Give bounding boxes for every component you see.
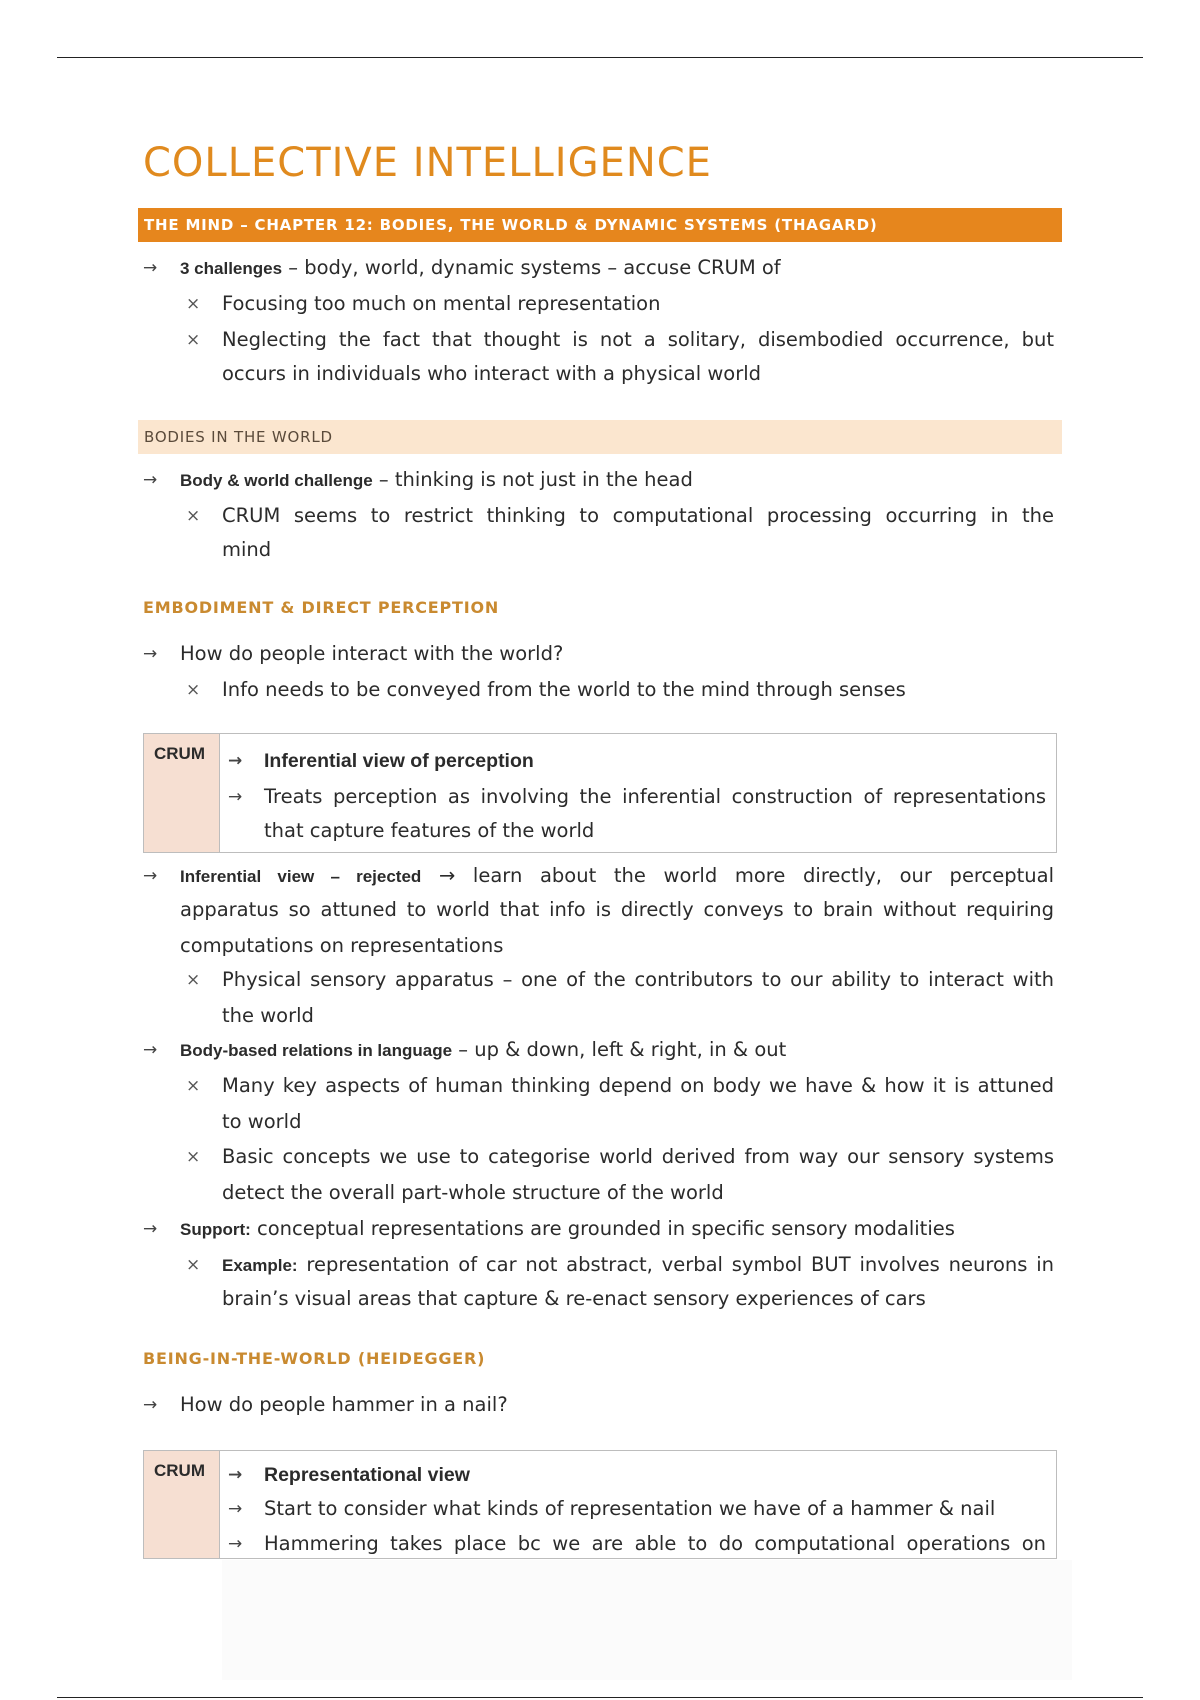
embodiment-heading: EMBODIMENT & DIRECT PERCEPTION [143, 598, 500, 617]
example-text: representation of car not abstract, verbal symbol BUT involves neurons in [297, 1253, 1054, 1276]
inferential-bold: Inferential view – rejected [180, 867, 422, 886]
crum-heading: Inferential view of perception [264, 750, 534, 772]
support-bold: Support: [180, 1220, 251, 1239]
page-shade [222, 1560, 1072, 1680]
crum-label: CRUM [144, 1451, 220, 1558]
body-based-sub-1: Many key aspects of human thinking depend on body we have & how it is attuned [222, 1074, 1054, 1097]
example-line-2: brain’s visual areas that capture & re-enact sensory experiences of cars [222, 1287, 926, 1310]
arrow-icon: → [143, 258, 158, 278]
example-bold: Example: [222, 1256, 298, 1275]
crum-label: CRUM [144, 734, 220, 852]
embodiment-question: How do people interact with the world? [180, 642, 564, 665]
crum-line-2: Hammering takes place bc we are able to do computational operations on [264, 1532, 1046, 1555]
cross-icon: × [186, 294, 201, 314]
bodies-band: BODIES IN THE WORLD [138, 420, 1062, 454]
support-text: conceptual representations are grounded in specific sensory modalities [250, 1217, 955, 1240]
bottom-rule [57, 1697, 1143, 1698]
crum-box-representational [143, 1450, 1057, 1559]
arrow-icon: → [143, 1395, 158, 1415]
chapter-heading-band: THE MIND – CHAPTER 12: BODIES, THE WORLD & DYNAMIC SYSTEMS (THAGARD) [138, 208, 1062, 242]
example-line-1 [222, 1248, 1054, 1283]
heidegger-question: How do people hammer in a nail? [180, 1393, 508, 1416]
intro-text: – body, world, dynamic systems – accuse CRUM of [282, 256, 781, 279]
crum-line-1: Treats perception as involving the inferential construction of representations [264, 785, 1046, 808]
cross-icon: × [186, 680, 201, 700]
arrow-icon: → [143, 866, 158, 886]
body-based-text: – up & down, left & right, in & out [452, 1038, 787, 1061]
arrow-icon: → [228, 751, 243, 771]
body-world-line [180, 463, 693, 498]
inferential-line-2: apparatus so attuned to world that info is directly conveys to brain without requiring [180, 898, 1054, 921]
arrow-icon: → [143, 1040, 158, 1060]
body-world-item: CRUM seems to restrict thinking to computational processing occurring in the [222, 504, 1054, 527]
crum-heading: Representational view [264, 1464, 470, 1486]
inferential-line-1 [180, 859, 1054, 894]
inferential-sub-1: Physical sensory apparatus – one of the contributors to our ability to interact with [222, 968, 1054, 991]
body-based-bold: Body-based relations in language [180, 1041, 453, 1060]
cross-icon: × [186, 1147, 201, 1167]
document-title: COLLECTIVE INTELLIGENCE [143, 140, 712, 186]
inferential-rest: → learn about the world more directly, our perceptual [421, 864, 1054, 887]
cross-icon: × [186, 506, 201, 526]
body-world-text: – thinking is not just in the head [372, 468, 693, 491]
arrow-icon: → [228, 1534, 243, 1554]
body-based-sub-2: Basic concepts we use to categorise world derived from way our sensory systems [222, 1145, 1054, 1168]
intro-item-2-cont: occurs in individuals who interact with a physical world [222, 362, 762, 385]
cross-icon: × [186, 330, 201, 350]
embodiment-answer: Info needs to be conveyed from the world to the mind through senses [222, 678, 906, 701]
intro-item-1: Focusing too much on mental representation [222, 292, 661, 315]
body-based-sub-1-cont: to world [222, 1110, 302, 1133]
arrow-icon: → [143, 470, 158, 490]
inferential-line-3: computations on representations [180, 934, 504, 957]
intro-line [180, 251, 781, 286]
intro-bold: 3 challenges [180, 259, 283, 278]
inferential-sub-2: the world [222, 1004, 314, 1027]
crum-line-1: Start to consider what kinds of representation we have of a hammer & nail [264, 1497, 996, 1520]
body-world-bold: Body & world challenge [180, 471, 373, 490]
cross-icon: × [186, 970, 201, 990]
cross-icon: × [186, 1076, 201, 1096]
body-based-line [180, 1033, 786, 1068]
body-world-item-cont: mind [222, 538, 272, 561]
cross-icon: × [186, 1255, 201, 1275]
heidegger-heading: BEING-IN-THE-WORLD (HEIDEGGER) [143, 1349, 486, 1368]
intro-item-2: Neglecting the fact that thought is not a solitary, disembodied occurrence, but [222, 328, 1054, 351]
arrow-icon: → [228, 1499, 243, 1519]
top-rule [57, 57, 1143, 58]
arrow-icon: → [228, 1465, 243, 1485]
arrow-icon: → [143, 1219, 158, 1239]
crum-line-2: that capture features of the world [264, 819, 595, 842]
body-based-sub-2-cont: detect the overall part-whole structure of the world [222, 1181, 724, 1204]
support-line [180, 1212, 955, 1247]
arrow-icon: → [228, 787, 243, 807]
arrow-icon: → [143, 644, 158, 664]
crum-box-inferential [143, 733, 1057, 853]
